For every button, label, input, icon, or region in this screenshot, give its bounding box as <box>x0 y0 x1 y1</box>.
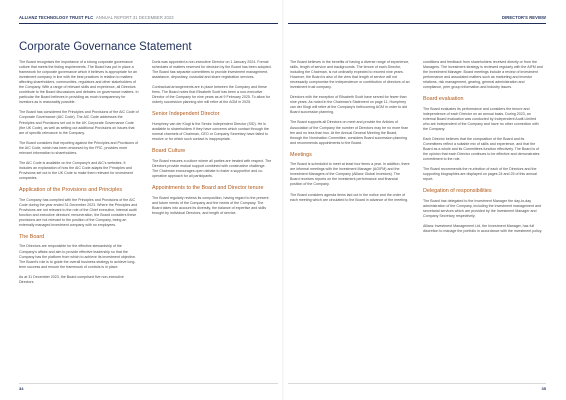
header-rule-right <box>288 23 546 24</box>
body-paragraph: The Board believes in the benefits of having a diverse range of experience, skills, length of service and backgrounds. The tenure of each Director, including the Chairman, is not ordinarily expected to exceed nine years. However, the Board is also of the view that length of service will not necessarily compromise the independence or contribution of directors of an investment trust company. <box>290 60 410 90</box>
section-heading: Appointments to the Board and Director tenure <box>152 184 264 191</box>
body-paragraph: The Board recommends the re-election of each of the Directors and the supporting biographies are displayed on pages 24 and 25 of this annual report. <box>423 167 537 182</box>
footer-rule-left <box>19 383 278 384</box>
body-paragraph: Directors with the exception of Elisabeth Scott have served for fewer than nine years. As noted in the Chairman's Statement on page 11, Humphrey van der Klugt will retire at the Company's forthcoming AGM in order to aid Board succession planning. <box>290 95 407 115</box>
body-paragraph: conditions and feedback from shareholders received directly or from the Managers. The investment strategy is reviewed regularly with the AIFM and the Investment Manager. Board meetings include a review of investment performance and associated matters such as marketing and investor relations, risk management, gearing, general administration and compliance, peer group information and industry issues. <box>423 60 543 90</box>
text-column-2 <box>152 60 272 221</box>
page-gutter <box>282 0 284 400</box>
text-column-3 <box>290 60 410 208</box>
footer-rule-right <box>288 383 546 384</box>
body-paragraph: The Board considers that reporting against the Principles and Provisions of the AIC Code, which has been endorsed by the FRC, provides more relevant information to shareholders. <box>19 140 139 155</box>
body-paragraph: The Board recognises the importance of a strong corporate governance culture that meets the listing requirements. The Board has put in place a framework for corporate governance which it believes is appropriate for an investment company in line with the best practices in relation to matters affecting shareholders, communities, regulators and other stakeholders of the Company. With a range of relevant skills and experience, all Directors contribute to the Board discussions and debates on governance matters. In particular the Board believes in providing as much transparency for investors as is reasonably possible. <box>19 60 139 105</box>
header-rule-left <box>19 23 278 24</box>
body-paragraph: Allianz Investment Management Ltd, the Investment Manager, has full discretion to manage the portfolio in accordance with the investment policy. <box>423 224 543 234</box>
section-heading: Senior Independent Director <box>152 111 220 118</box>
body-paragraph: Humphrey van der Klugt is the Senior Independent Director (SID). He is available to shareholders if they have concerns which contact through the normal channels of Chairman, CEO or Company Secretary have failed to resolve or for which such contact is inappropriate. <box>152 121 269 142</box>
body-paragraph: The Board evaluates its performance and considers the tenure and independence of each Director on an annual basis. During 2023, an external Board evaluation was conducted by Independent Audit Limited who are independent of the Company and have no other connection with the Company. <box>423 106 539 132</box>
body-paragraph: Doris was appointed a non-executive Director on 1 January 2024. Formal schedules of matters reserved for decision by the Board has been adopted. The Board has separate committees to provide investment management, assistance, depositary, custodial and share registration services. <box>152 60 272 80</box>
page-title: Corporate Governance Statement <box>19 40 192 53</box>
section-heading: Application of the Provisions and Principles <box>19 186 123 193</box>
body-paragraph: The Company has complied with the Principles and Provisions of the AIC Code during the year ended 31 December 2023. Where the Principles and Provisions are not relevant to the role of the Chief executive, internal audit function and executive directors' remuneration, the Board considers these provisions are not relevant to the position of the Company, being an externally managed investment company with no employees. <box>19 197 138 227</box>
section-heading: Board evaluation <box>423 96 464 103</box>
body-paragraph: Each Director believes that the composition of the Board and its Committees reflect a suitable mix of skills and experience, and that the Board as a whole and its Committees function effectively. The Board is of the opinion that each Director continues to be effective and demonstrates commitment to the role. <box>423 137 540 162</box>
body-paragraph: The Board has delegated to the Investment Manager the day-to-day administration of the Company, including the investment management and secretarial services which are provided by the Investment Manager and Company Secretary respectively. <box>423 199 541 219</box>
body-paragraph: Contractual arrangements are in place between the Company and these firms. The Board notes that Elisabeth Scott has been a non-executive Director of the Company for nine years as at 9 February 2025. To allow for orderly succession planning she will retire at the AGM in 2025. <box>152 85 270 105</box>
body-paragraph: The Board has considered the Principles and Provisions of the AIC Code of Corporate Governance (AIC Code). The AIC Code addresses the Principles and Provisions set out in the UK Corporate Governance Code (the UK Code), as well as setting out additional Provisions on issues that are of specific relevance to the Company. <box>19 110 139 135</box>
page-number-left: 34 <box>19 386 24 391</box>
trust-name: ALLIANZ TECHNOLOGY TRUST PLC <box>19 15 94 20</box>
body-paragraph: The AIC Code is available on the Company's and AIC's websites. It includes an explanation of how the AIC Code adapts the Principles and Provisions set out in the UK Code to make them relevant for investment companies. <box>19 160 133 180</box>
body-paragraph: The Board ensures a culture where all parties are treated with respect. The Directors provide mutual support combined with constructive challenge. The Chairman encourages open debate to foster a supportive and co-operative approach for all participants. <box>152 158 272 178</box>
body-paragraph: The Directors are responsible for the effective stewardship of the Company's affairs and aim to provide effective leadership so that the Company has the platform from which to achieve its investment objective. The Board's role is to guide the overall business strategy to achieve long-term success and ensure the framework of controls is in place. <box>19 244 137 269</box>
body-paragraph: The Board considers agenda items laid out in the notice and the order of each meeting which are circulated to the Board in advance of the meeting. <box>290 192 409 202</box>
text-column-4 <box>423 60 543 239</box>
page-number-right: 35 <box>541 386 546 391</box>
section-name: DIRECTOR'S REVIEW <box>502 15 546 20</box>
body-paragraph: The Board is scheduled to meet at least four times a year. In addition, there are informal meetings with the Investment Manager (AGIFM) and the Investment Managers of the Company (Allianz Global Investors). The Board receives reports on the investment performance and financial position of the Company. <box>290 162 410 187</box>
report-name: ANNUAL REPORT 31 DECEMBER 2023 <box>95 15 174 20</box>
text-column-1 <box>19 60 139 290</box>
body-paragraph: The Board supports all Directors on meet and provide the Articles of Association of the Company the number of Directors may be no more than ten and no less than two. At the Annual General Meeting the Board, through the Nomination Committee, considers Board succession planning and recommends appointments to the Board. <box>290 120 409 145</box>
running-header <box>19 15 174 20</box>
section-heading: The Board <box>19 233 45 240</box>
section-heading: Board Culture <box>152 148 186 155</box>
section-heading: Meetings <box>290 151 312 158</box>
body-paragraph: As at 31 December 2023, the Board comprised five non-executive Directors. <box>19 274 124 284</box>
body-paragraph: The Board regularly reviews its composition, having regard to the present and future needs of the Company and the needs of the Company. The Board takes into account its diversity, the balance of expertise and skills brought by individual Directors, and length of service. <box>152 195 269 215</box>
section-heading: Delegation of responsibilities <box>423 188 492 195</box>
